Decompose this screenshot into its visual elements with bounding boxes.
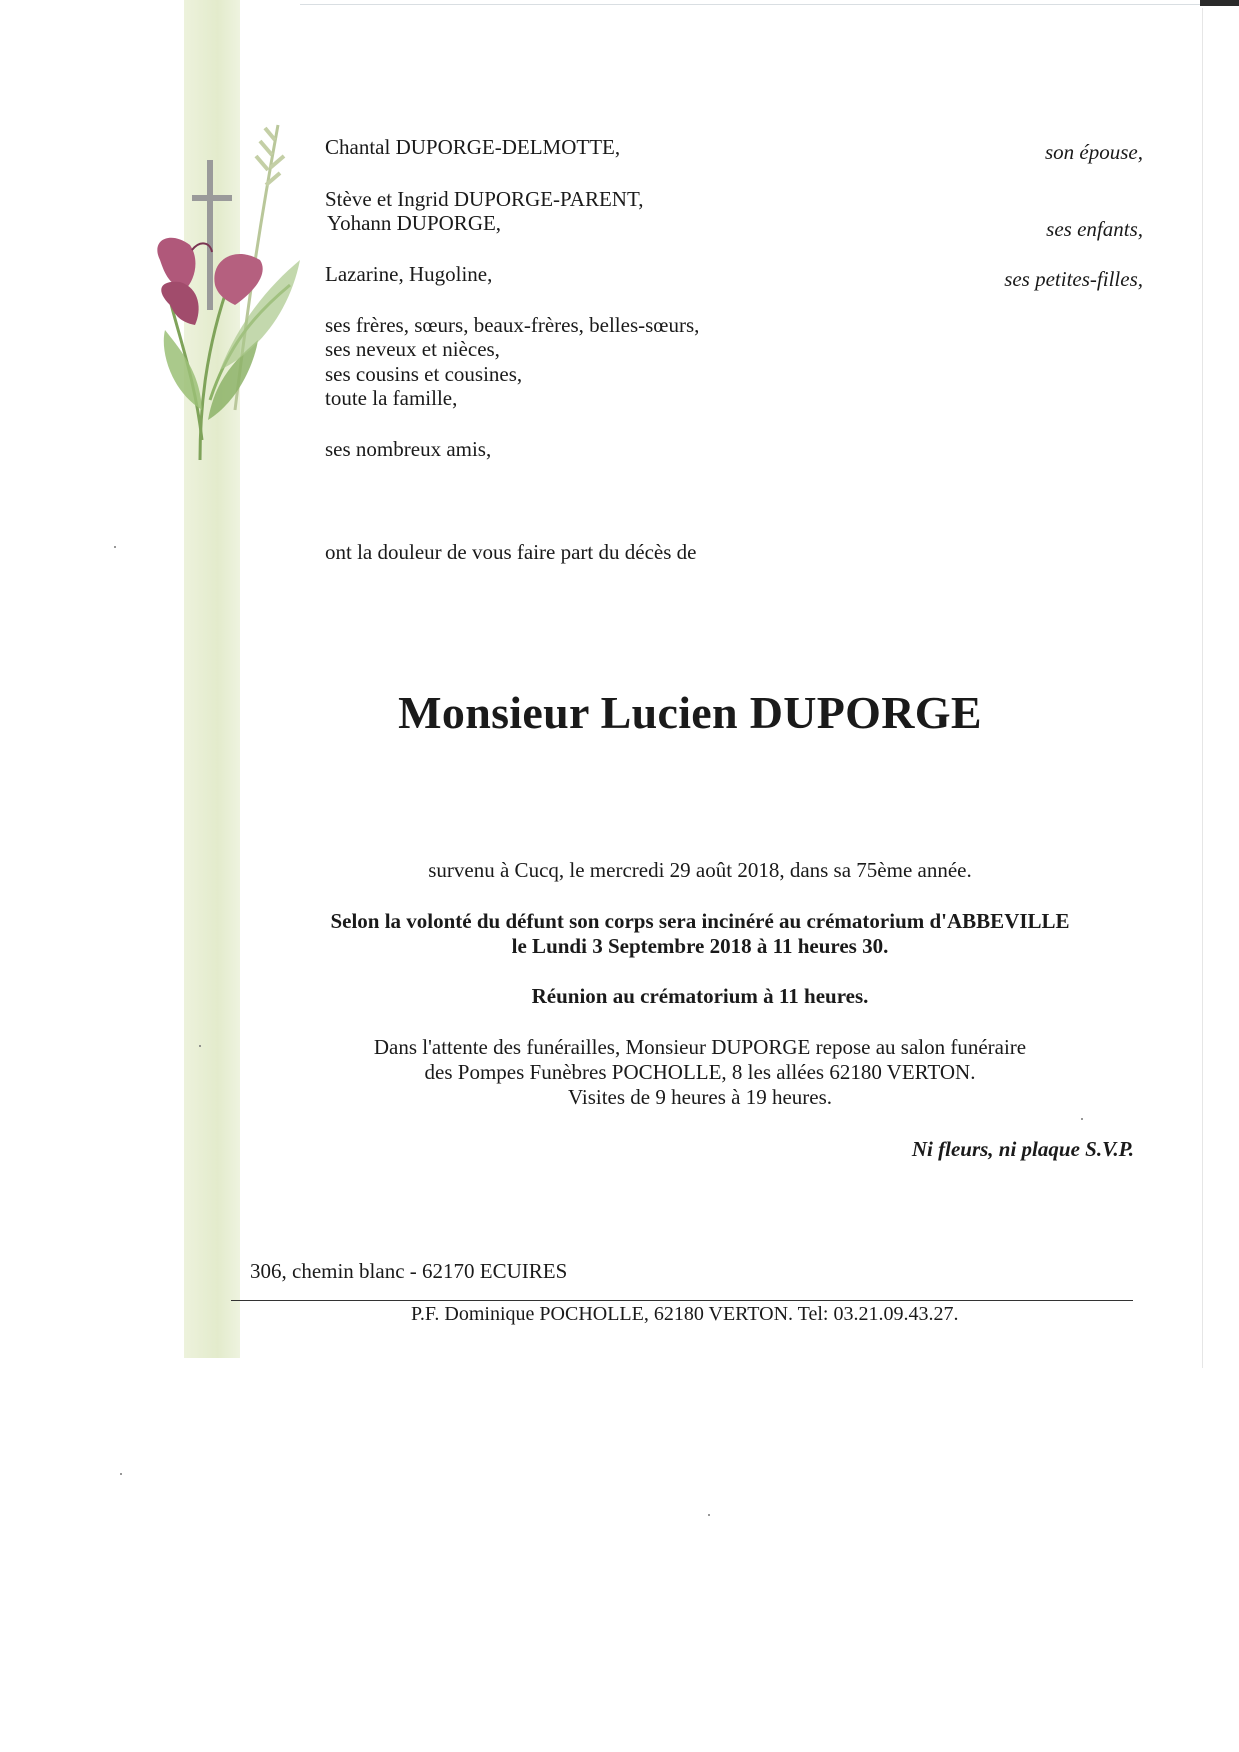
family-address: 306, chemin blanc - 62170 ECUIRES bbox=[250, 1259, 568, 1283]
top-edge-line bbox=[300, 4, 1239, 5]
announcement-text: ont la douleur de vous faire part du décès de bbox=[325, 540, 697, 564]
relatives-line-3: ses cousins et cousines, bbox=[325, 362, 523, 386]
meeting-info: Réunion au crématorium à 11 heures. bbox=[531, 984, 869, 1008]
top-corner-mark bbox=[1200, 0, 1239, 6]
spouse-name: Chantal DUPORGE-DELMOTTE, bbox=[325, 135, 621, 159]
right-edge-line bbox=[1202, 8, 1203, 1368]
cross-and-lily-illustration bbox=[140, 110, 320, 480]
scan-speck bbox=[120, 1473, 122, 1475]
relatives-line-2: ses neveux et nièces, bbox=[325, 337, 500, 361]
children-role: ses enfants, bbox=[1046, 217, 1143, 241]
grandchildren-name: Lazarine, Hugoline, bbox=[325, 262, 493, 286]
wake-line-3: Visites de 9 heures à 19 heures. bbox=[567, 1085, 833, 1109]
scan-speck bbox=[114, 546, 116, 548]
deceased-name: Monsieur Lucien DUPORGE bbox=[398, 687, 982, 738]
scan-speck bbox=[1081, 1118, 1083, 1120]
scan-speck bbox=[199, 1045, 201, 1047]
spouse-role: son épouse, bbox=[1045, 140, 1143, 164]
footer-divider bbox=[231, 1300, 1133, 1301]
cremation-line-2: le Lundi 3 Septembre 2018 à 11 heures 30. bbox=[511, 934, 889, 958]
relatives-line-1: ses frères, sœurs, beaux-frères, belles-sœurs, bbox=[325, 313, 700, 337]
grandchildren-role: ses petites-filles, bbox=[1004, 267, 1143, 291]
flowers-note: Ni fleurs, ni plaque S.V.P. bbox=[911, 1137, 1134, 1161]
children-line-2: Yohann DUPORGE, bbox=[327, 211, 502, 235]
wake-line-2: des Pompes Funèbres POCHOLLE, 8 les allées 62180 VERTON. bbox=[424, 1060, 976, 1084]
relatives-line-4: toute la famille, bbox=[325, 386, 458, 410]
funeral-home-info: P.F. Dominique POCHOLLE, 62180 VERTON. Tel: 03.21.09.43.27. bbox=[411, 1303, 959, 1325]
death-details: survenu à Cucq, le mercredi 29 août 2018, dans sa 75ème année. bbox=[428, 858, 972, 882]
scan-speck bbox=[708, 1514, 710, 1516]
friends-line: ses nombreux amis, bbox=[325, 437, 492, 461]
wake-line-1: Dans l'attente des funérailles, Monsieur DUPORGE repose au salon funéraire bbox=[373, 1035, 1027, 1059]
children-line-1: Stève et Ingrid DUPORGE-PARENT, bbox=[325, 187, 644, 211]
cremation-line-1: Selon la volonté du défunt son corps sera incinéré au crématorium d'ABBEVILLE bbox=[330, 909, 1070, 933]
